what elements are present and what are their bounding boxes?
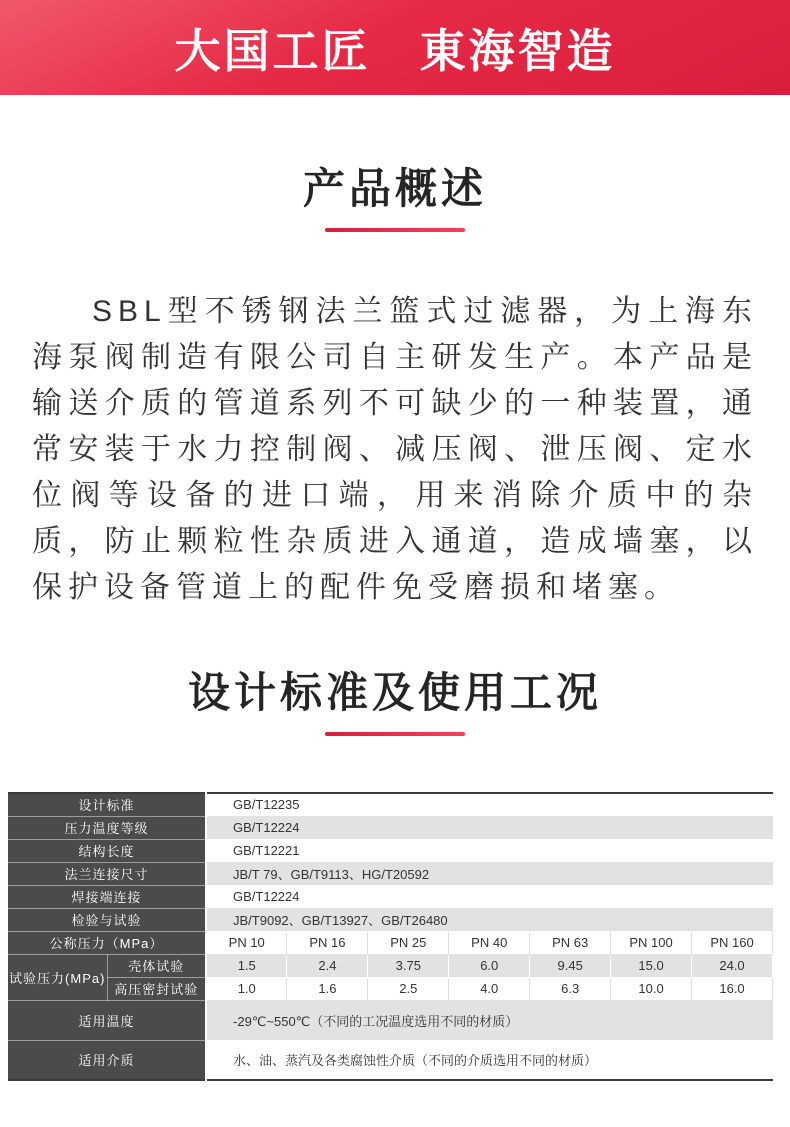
- spec-label: 压力温度等级: [8, 816, 206, 839]
- test-value: 1.6: [287, 977, 368, 1000]
- table-row-applicable-temperature: [8, 1000, 773, 1040]
- pn-column: PN 63: [530, 931, 611, 954]
- spec-label: 设计标准: [8, 793, 206, 816]
- test-value: 6.3: [530, 977, 611, 1000]
- test-value: 1.5: [206, 954, 287, 977]
- table-row-nominal-pressure: [8, 931, 773, 954]
- spec-value: JB/T 79、GB/T9113、HG/T20592: [206, 862, 772, 885]
- table-row-inspection-test: [8, 908, 773, 931]
- spec-label: 公称压力（MPa）: [8, 931, 206, 954]
- spec-value: GB/T12224: [206, 816, 772, 839]
- overview-title-underline: [325, 228, 465, 232]
- test-value: 15.0: [611, 954, 692, 977]
- table-row-pressure-temp-class: [8, 816, 773, 839]
- spec-value: 水、油、蒸汽及各类腐蚀性介质（不同的介质选用不同的材质）: [206, 1040, 772, 1080]
- table-row-flange-dimensions: [8, 862, 773, 885]
- overview-section-title: 产品概述: [302, 165, 487, 212]
- table-row-hp-seal-test: [8, 977, 773, 1000]
- pn-column: PN 100: [611, 931, 692, 954]
- test-value: 16.0: [692, 977, 773, 1000]
- spec-value: GB/T12221: [206, 839, 772, 862]
- pn-column: PN 160: [692, 931, 773, 954]
- pn-column: PN 16: [287, 931, 368, 954]
- test-value: 2.5: [368, 977, 449, 1000]
- test-value: 4.0: [449, 977, 530, 1000]
- test-value: 6.0: [449, 954, 530, 977]
- spec-table: [8, 792, 773, 1081]
- spec-value: JB/T9092、GB/T13927、GB/T26480: [206, 908, 772, 931]
- test-value: 1.0: [206, 977, 287, 1000]
- test-value: 9.45: [530, 954, 611, 977]
- test-value: 24.0: [692, 954, 773, 977]
- specs-title-underline: [325, 732, 465, 736]
- specs-section-title: 设计标准及使用工况: [187, 669, 602, 716]
- spec-value: -29℃~550℃（不同的工况温度选用不同的材质）: [206, 1000, 772, 1040]
- table-row-shell-test: [8, 954, 773, 977]
- pn-column: PN 10: [206, 931, 287, 954]
- brand-banner: [0, 0, 790, 95]
- spec-label: 焊接端连接: [8, 885, 206, 908]
- spec-label: 适用温度: [8, 1000, 206, 1040]
- spec-label: 适用介质: [8, 1040, 206, 1080]
- spec-sub-label: 壳体试验: [107, 954, 206, 977]
- spec-label: 法兰连接尺寸: [8, 862, 206, 885]
- table-row-structure-length: [8, 839, 773, 862]
- table-row-design-standard: [8, 793, 773, 816]
- table-row-weld-end: [8, 885, 773, 908]
- test-value: 3.75: [368, 954, 449, 977]
- pn-column: PN 25: [368, 931, 449, 954]
- spec-value: GB/T12235: [206, 793, 772, 816]
- spec-label: 结构长度: [8, 839, 206, 862]
- table-row-applicable-media: [8, 1040, 773, 1080]
- spec-label: 检验与试验: [8, 908, 206, 931]
- spec-value: GB/T12224: [206, 885, 772, 908]
- test-value: 2.4: [287, 954, 368, 977]
- pn-column: PN 40: [449, 931, 530, 954]
- spec-group-label: 试验压力(MPa): [8, 954, 107, 1000]
- overview-paragraph: SBL型不锈钢法兰篮式过滤器，为上海东海泵阀制造有限公司自主研发生产。本产品是输送介质的管道系列不可缺少的一种装置，通常安装于水力控制阀、减压阀、泄压阀、定水位阀等设备的进口端，用来消除介质中的杂质，防止颗粒性杂质进入通道，造成墙塞，以保护设备管道上的配件免受磨损和堵塞。: [32, 295, 758, 604]
- brand-slogan: 大国工匠 東海智造: [174, 24, 616, 77]
- spec-sub-label: 高压密封试验: [107, 977, 206, 1000]
- test-value: 10.0: [611, 977, 692, 1000]
